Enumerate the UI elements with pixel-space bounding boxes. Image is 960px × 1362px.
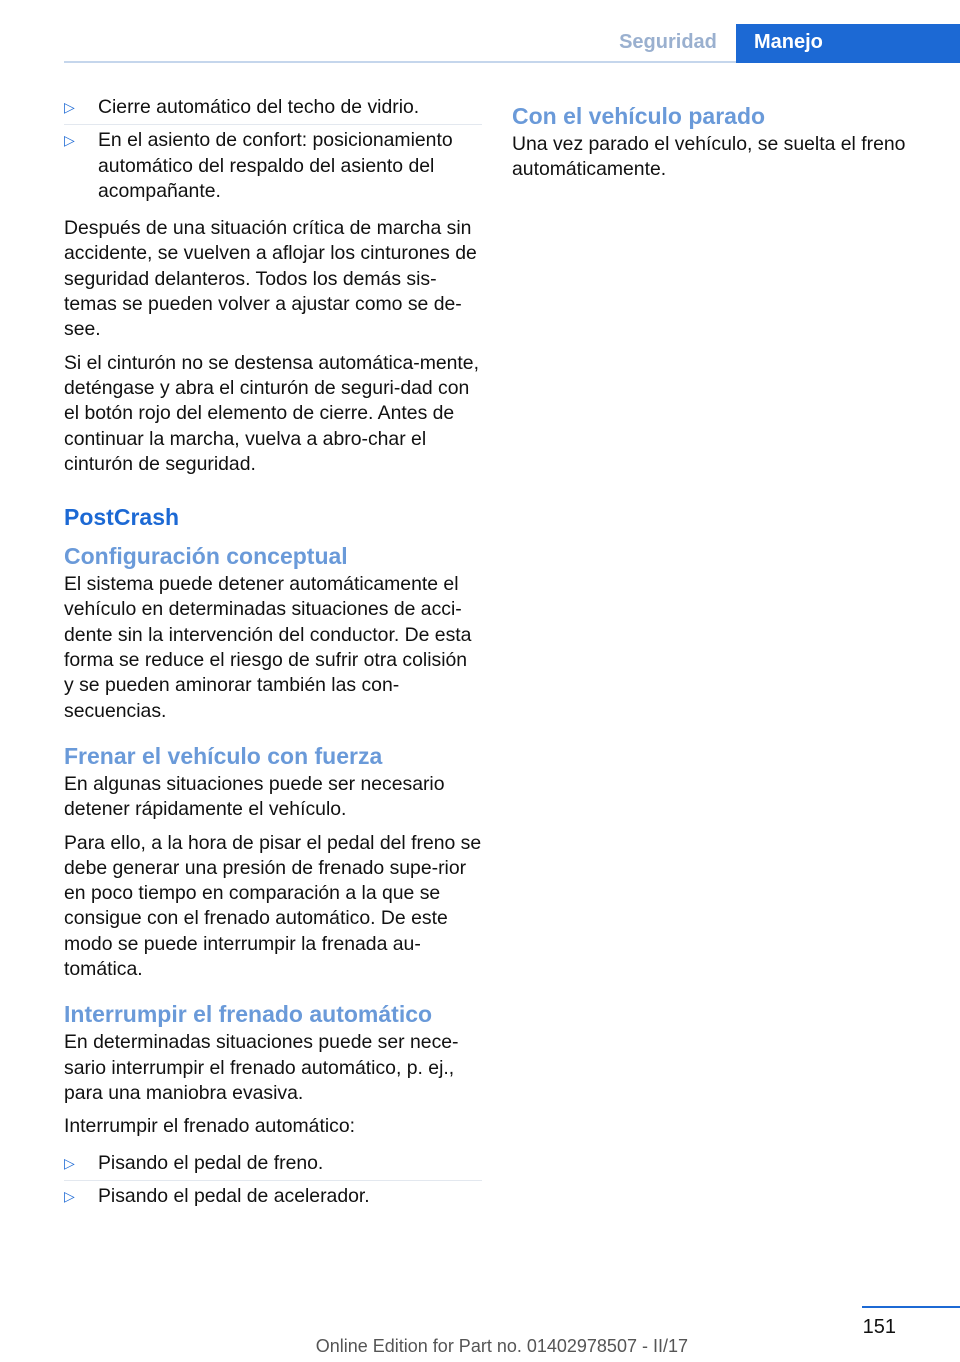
paragraph: Después de una situación crítica de marcha sin accidente, se vuelven a aflojar los cinturones de seguridad delanteros. Todos los demás sis‐temas se pueden volver a ajustar como se de‐see. — [64, 217, 477, 341]
subheading-frenar: Frenar el vehículo con fuerza — [64, 742, 383, 769]
subheading-configuracion: Configuración conceptual — [64, 543, 348, 570]
paragraph: Una vez parado el vehículo, se suelta el freno automáticamente. — [512, 133, 906, 181]
page-number: 151 — [862, 1316, 896, 1338]
subheading-parado: Con el vehículo parado — [512, 103, 766, 129]
list-item — [64, 1181, 482, 1213]
right-column — [512, 92, 912, 191]
paragraph: El sistema puede detener automáticamente el vehículo en determinadas situaciones de acci‐dente sin la intervención del conductor. De esta forma se reduce el riesgo de sufrir otra colisión y se pueden aminorar también las con‐secuencias. — [64, 573, 472, 722]
list-item-text: Pisando el pedal de acelerador. — [98, 1184, 370, 1207]
list-item-text: En el asiento de confort: posicionamiento automático del respaldo del asiento del acompañante. — [98, 129, 453, 202]
paragraph: En algunas situaciones puede ser necesario detener rápidamente el vehículo. — [64, 772, 445, 821]
list-item — [64, 92, 482, 125]
tab-manejo[interactable]: Manejo — [736, 24, 960, 63]
bullet-list-top — [64, 92, 482, 208]
paragraph: Interrumpir el frenado automático: — [64, 1115, 356, 1138]
list-item-text: Cierre automático del techo de vidrio. — [98, 96, 420, 118]
edition-footer: Online Edition for Part no. 01402978507 - II/17 — [315, 1336, 688, 1356]
section-heading-postcrash: PostCrash — [64, 504, 180, 531]
list-item — [64, 125, 482, 208]
triangle-bullet-icon: ▷ — [64, 1187, 75, 1204]
triangle-bullet-icon: ▷ — [64, 132, 75, 149]
paragraph: En determinadas situaciones puede ser nece‐sario interrumpir el frenado automático, p. ej., para una maniobra evasiva. — [64, 1031, 459, 1104]
paragraph: Si el cinturón no se destensa automática‐mente, deténgase y abra el cinturón de seguri‐dad con el botón rojo del elemento de cierre. Antes de continuar la marcha, vuelva a abro‐char el cinturón de seguridad. — [64, 351, 479, 475]
footer-rule — [862, 1306, 960, 1308]
list-item — [64, 1148, 482, 1181]
paragraph: Para ello, a la hora de pisar el pedal del freno se debe generar una presión de frenado supe‐rior en poco tiempo en comparación a la que se consigue con el frenado automático. De este modo se puede interrumpir la frenada au‐tomática. — [64, 831, 482, 981]
bullet-list-bottom — [64, 1148, 482, 1214]
list-item-text: Pisando el pedal de freno. — [98, 1151, 324, 1174]
left-column — [64, 92, 482, 1221]
tab-seguridad[interactable]: Seguridad — [619, 31, 717, 53]
triangle-bullet-icon: ▷ — [64, 99, 75, 115]
subheading-interrumpir: Interrumpir el frenado automático — [64, 1001, 433, 1028]
triangle-bullet-icon: ▷ — [64, 1154, 75, 1171]
